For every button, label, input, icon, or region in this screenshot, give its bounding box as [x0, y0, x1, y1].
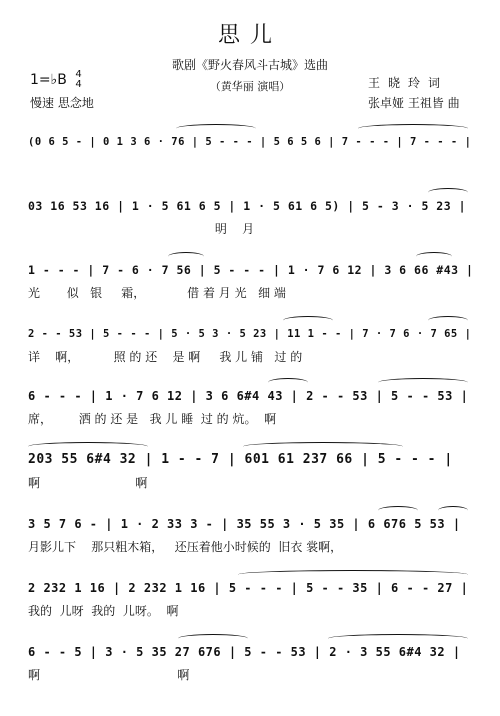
notation-row-8	[28, 578, 474, 602]
song-subtitle: 歌剧《野火春风斗古城》选曲	[171, 58, 328, 72]
jianpu-notes: 1 - - - | 7 - 6 · 7 56 | 5 - - - | 1 · 7 6 12 | 3 6 66 #43 |	[28, 263, 474, 277]
jianpu-notes: 6 - - - | 1 · 7 6 12 | 3 6 6#4 43 | 2 - - 53 | 5 - - 53 |	[28, 389, 469, 403]
time-signature	[75, 70, 81, 90]
notation-row-9	[28, 642, 474, 666]
lyric-row-5: 席， 洒 的 还 是 我 儿 睡 过 的 炕。 啊	[28, 412, 277, 426]
lyric-row-4: 详 啊， 照 的 还 是 啊 我 儿 铺 过 的	[28, 350, 303, 364]
jianpu-notes: 2 232 1 16 | 2 232 1 16 | 5 - - - | 5 - - 35 | 6 - - 27 |	[28, 581, 469, 595]
lyricist-credit: 王晓玲词	[368, 76, 449, 90]
jianpu-notes: 03 16 53 16 | 1 · 5 61 6 5 | 1 · 5 61 6 5) | 5 - 3 · 5 23 |	[28, 199, 466, 213]
tempo-marking: 慢速 思念地	[30, 96, 94, 110]
jianpu-notes: 203 55 6#4 32 | 1 - - 7 | 601 61 237 66 | 5 - - - |	[28, 452, 453, 467]
lyric-row-3: 光 似 银 霜， 借 着 月 光 细 端	[28, 286, 286, 300]
song-title: 思儿	[217, 23, 282, 48]
notation-row-4	[28, 324, 474, 348]
notation-row-6	[28, 450, 474, 474]
time-signature-top: 4	[75, 69, 82, 80]
key-label: 1=♭B	[30, 72, 67, 88]
time-signature-bottom: 4	[75, 79, 82, 90]
lyric-row-9: 啊 啊	[28, 668, 190, 682]
jianpu-notes: (0 6 5 - | 0 1 3 6 · 76 | 5 - - - | 5 6 5 6 | 7 - - - | 7 - - - |	[28, 136, 472, 148]
lyric-row-6: 啊 啊	[28, 476, 148, 490]
jianpu-notes: 6 - - 5 | 3 · 5 35 27 676 | 5 - - 53 | 2 · 3 55 6#4 32 |	[28, 645, 461, 659]
singer-credit: （黄华丽 演唱）	[209, 80, 291, 93]
lyric-row-7: 月影儿下 那只粗木箱， 还压着他小时候的 旧衣 裳啊，	[28, 540, 343, 554]
notation-row-1	[28, 132, 474, 156]
composer-credit: 张卓娅 王祖皆 曲	[368, 96, 460, 110]
notation-row-7	[28, 514, 474, 538]
notation-row-2	[28, 196, 474, 220]
notation-row-5	[28, 386, 474, 410]
jianpu-notes: 3 5 7 6 - | 1 · 2 33 3 - | 35 55 3 · 5 35 | 6 676 5 53 |	[28, 517, 461, 531]
lyric-row-2: 明 月	[28, 222, 255, 236]
jianpu-notes: 2 - - 53 | 5 - - - | 5 · 5 3 · 5 23 | 11 1 - - | 7 · 7 6 · 7 65 |	[28, 328, 472, 340]
key-signature	[30, 70, 82, 90]
notation-row-3	[28, 260, 474, 284]
lyric-row-8: 我的 儿呀 我的 儿呀。 啊	[28, 604, 179, 618]
